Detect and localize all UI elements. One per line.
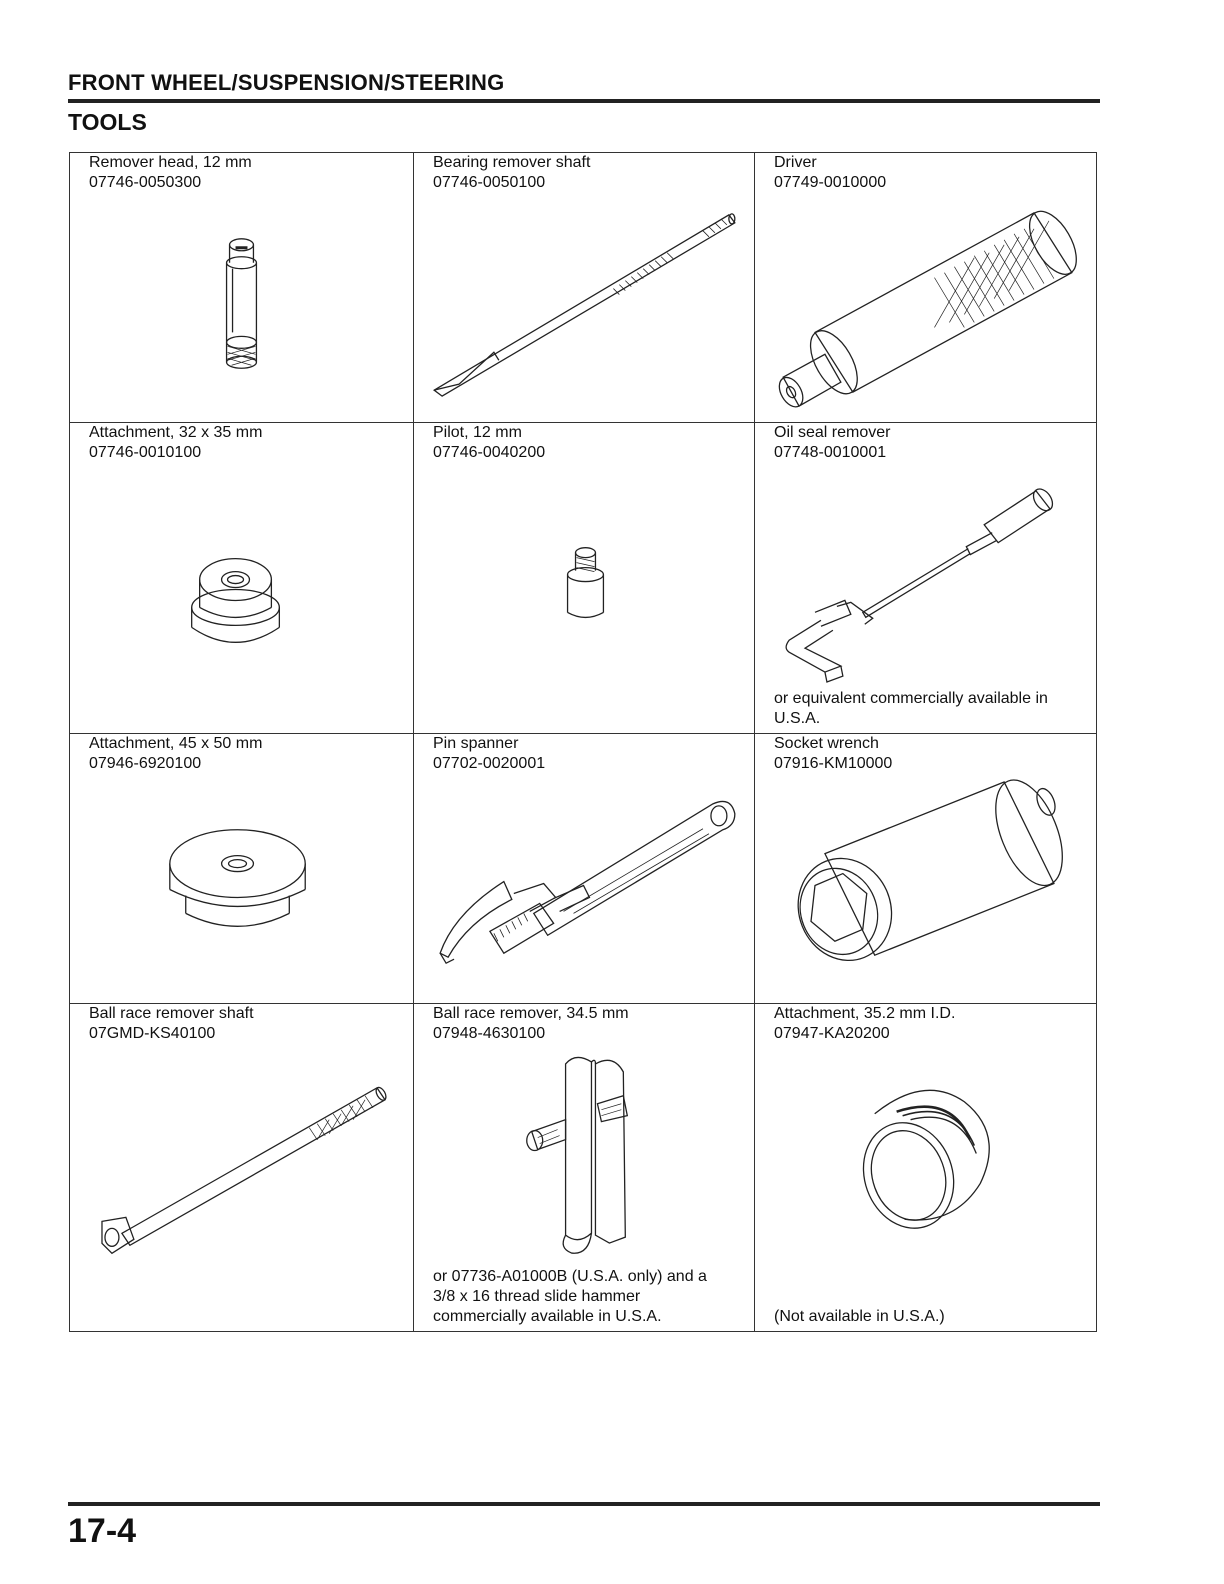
tool-name: Pin spanner — [433, 735, 519, 752]
tool-name: Driver — [774, 154, 817, 171]
tool-part-number: 07746-0050300 — [89, 174, 202, 191]
tool-part-number: 07948-4630100 — [433, 1025, 546, 1042]
tool-note: (Not available in U.S.A.) — [774, 1308, 945, 1325]
oil-seal-remover-icon — [755, 463, 1096, 687]
tool-cell-bearing-remover-shaft — [414, 153, 755, 423]
tool-cell-attachment-35-2 — [755, 1004, 1096, 1331]
tool-name: Bearing remover shaft — [433, 154, 591, 171]
ball-race-remover-icon — [414, 1044, 754, 1265]
driver-icon — [755, 193, 1096, 422]
tool-name: Pilot, 12 mm — [433, 424, 522, 441]
tool-part-number: 07748-0010001 — [774, 444, 887, 461]
attachment-45x50-icon — [70, 774, 413, 1003]
tools-table — [69, 152, 1097, 1332]
tool-name: Ball race remover, 34.5 mm — [433, 1005, 629, 1022]
tool-cell-pilot — [414, 423, 755, 734]
tool-cell-remover-head — [70, 153, 414, 423]
tool-part-number: 07947-KA20200 — [774, 1025, 890, 1042]
pin-spanner-icon — [414, 774, 754, 1003]
tool-cell-ball-race-remover — [414, 1004, 755, 1331]
tool-cell-oil-seal-remover — [755, 423, 1096, 734]
tool-part-number: 07749-0010000 — [774, 174, 887, 191]
attachment-35-2-icon — [755, 1044, 1096, 1285]
tool-part-number: 07746-0050100 — [433, 174, 546, 191]
socket-wrench-icon — [755, 774, 1096, 1003]
tool-part-number: 07702-0020001 — [433, 755, 546, 772]
tool-cell-attachment-45x50 — [70, 734, 414, 1004]
tool-cell-driver — [755, 153, 1096, 423]
tool-part-number: 07746-0040200 — [433, 444, 546, 461]
ball-race-remover-shaft-icon — [70, 1044, 413, 1331]
tool-part-number: 07GMD-KS40100 — [89, 1025, 216, 1042]
bearing-remover-shaft-icon — [414, 193, 754, 422]
tool-name: Remover head, 12 mm — [89, 154, 252, 171]
footer-rule — [68, 1502, 1100, 1506]
tool-cell-attachment-32x35 — [70, 423, 414, 734]
tool-name: Attachment, 35.2 mm I.D. — [774, 1005, 956, 1022]
tool-cell-socket-wrench — [755, 734, 1096, 1004]
tool-cell-ball-race-remover-shaft — [70, 1004, 414, 1331]
tool-part-number: 07746-0010100 — [89, 444, 202, 461]
tool-note: or equivalent commercially available in U.S.A. — [774, 690, 1048, 727]
tool-part-number: 07946-6920100 — [89, 755, 202, 772]
remover-head-icon — [70, 193, 413, 422]
section-title: FRONT WHEEL/SUSPENSION/STEERING — [68, 70, 505, 95]
tool-name: Attachment, 32 x 35 mm — [89, 424, 263, 441]
page-number: 17-4 — [68, 1512, 137, 1550]
attachment-32x35-icon — [70, 463, 413, 733]
tool-name: Attachment, 45 x 50 mm — [89, 735, 263, 752]
pilot-icon — [414, 463, 754, 733]
tool-name: Ball race remover shaft — [89, 1005, 254, 1022]
page-subtitle: TOOLS — [68, 109, 147, 135]
tool-note: or 07736-A01000B (U.S.A. only) and a 3/8 x 16 thread slide hammer commercially available in U.S.A. — [433, 1268, 707, 1325]
tool-cell-pin-spanner — [414, 734, 755, 1004]
tool-name: Socket wrench — [774, 735, 879, 752]
tool-name: Oil seal remover — [774, 424, 891, 441]
header-rule — [68, 99, 1100, 103]
tool-part-number: 07916-KM10000 — [774, 755, 893, 772]
